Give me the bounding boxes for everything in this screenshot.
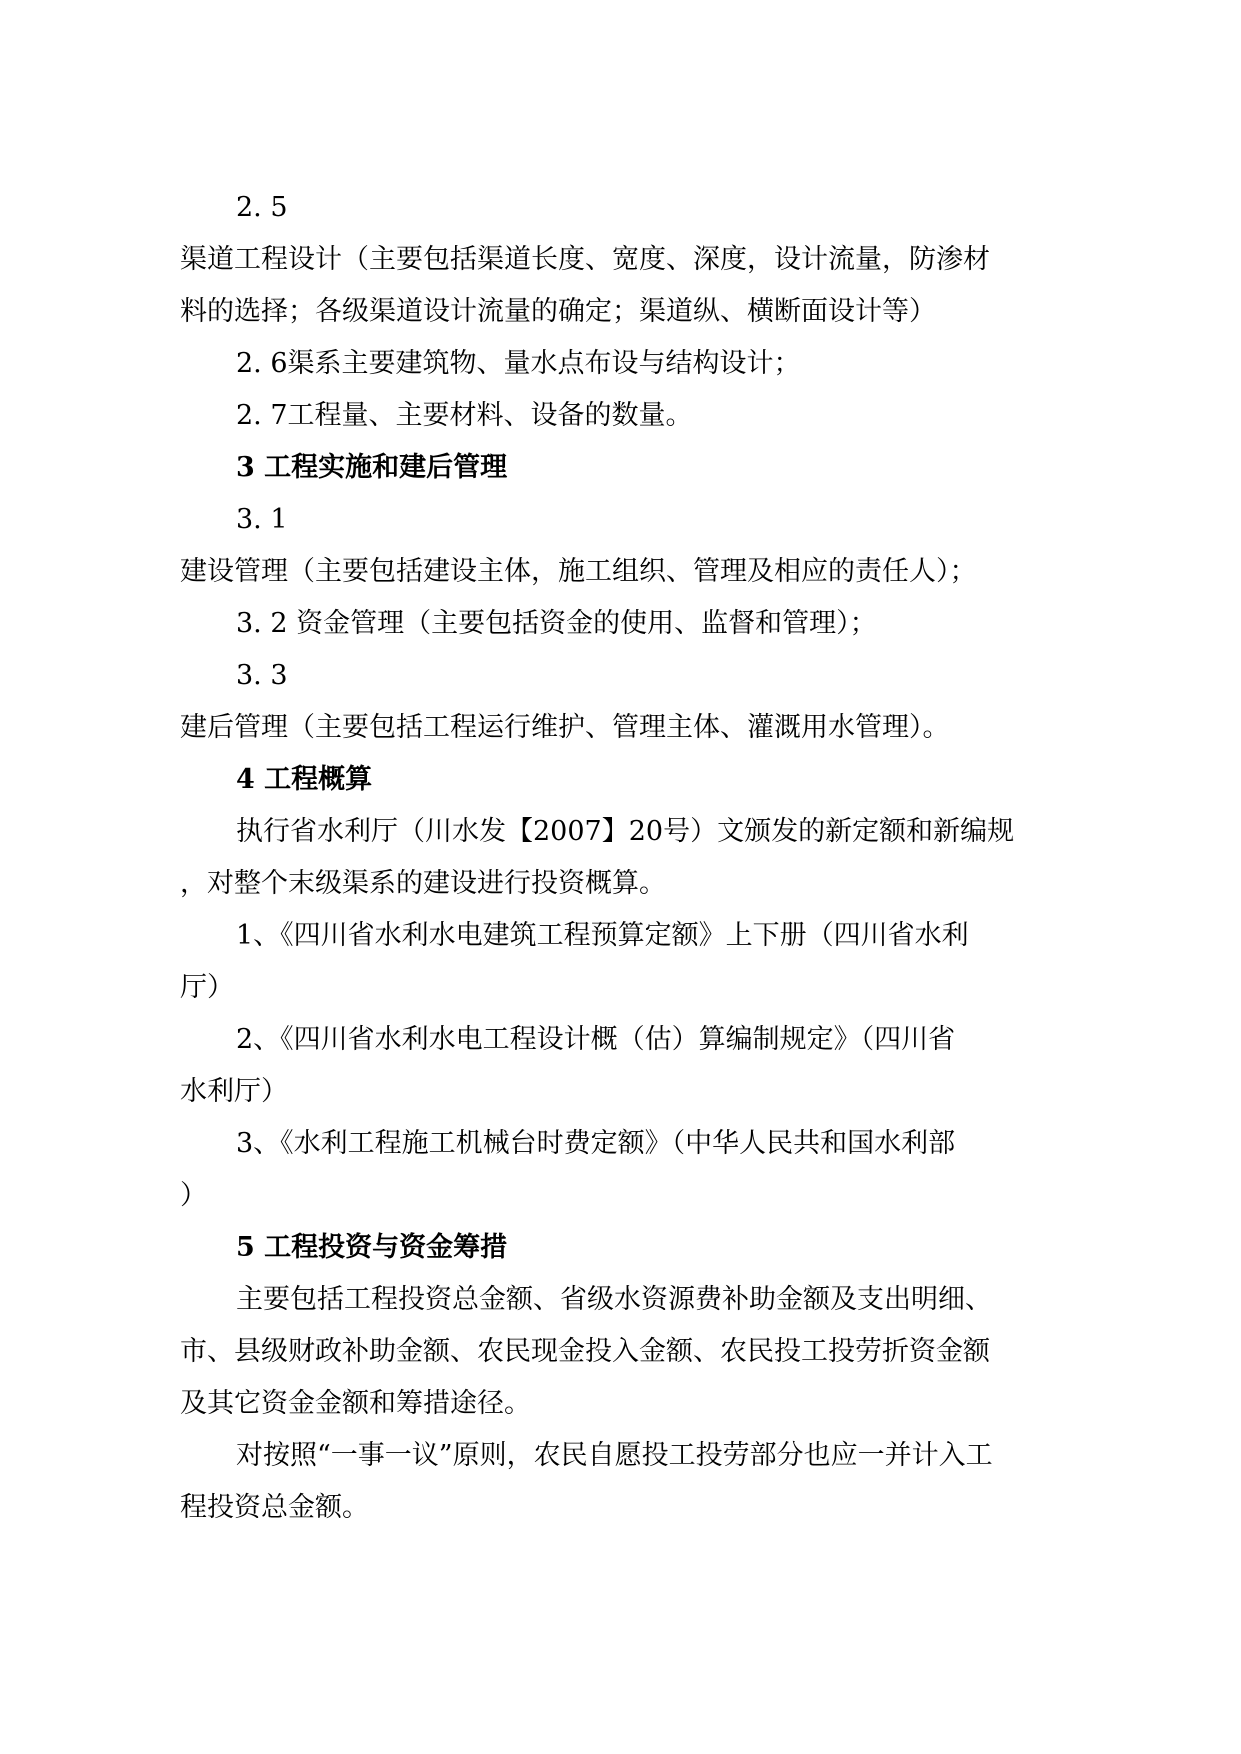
section-4-para-line-2: ，对整个末级渠系的建设进行投资概算。 bbox=[180, 868, 666, 899]
section-2-5-number: 2. 5 bbox=[236, 192, 288, 223]
section-2-7: 2. 7工程量、主要材料、设备的数量。 bbox=[236, 400, 693, 431]
reference-3-line-1: 3、《水利工程施工机械台时费定额》（中华人民共和国水利部 bbox=[236, 1128, 956, 1159]
section-4-para-line-1: 执行省水利厅（川水发【2007】20号）文颁发的新定额和新编规 bbox=[236, 816, 1015, 847]
section-5-para-1-line-3: 及其它资金金额和筹措途径。 bbox=[180, 1388, 531, 1419]
section-5-para-2-line-1: 对按照“一事一议”原则，农民自愿投工投劳部分也应一并计入工 bbox=[236, 1440, 993, 1471]
reference-1-line-1: 1、《四川省水利水电建筑工程预算定额》上下册（四川省水利 bbox=[236, 920, 969, 951]
section-3-3-text: 建后管理（主要包括工程运行维护、管理主体、灌溉用水管理）。 bbox=[180, 712, 950, 743]
reference-2-line-2: 水利厅） bbox=[180, 1076, 288, 1107]
heading-5: 5 工程投资与资金筹措 bbox=[236, 1232, 508, 1263]
section-2-5-line-1: 渠道工程设计（主要包括渠道长度、宽度、深度，设计流量，防渗材 bbox=[180, 244, 990, 275]
reference-1-line-2: 厅） bbox=[180, 972, 234, 1003]
section-3-1-number: 3. 1 bbox=[236, 504, 288, 535]
heading-3: 3 工程实施和建后管理 bbox=[236, 452, 508, 483]
section-5-para-1-line-2: 市、县级财政补助金额、农民现金投入金额、农民投工投劳折资金额 bbox=[180, 1336, 990, 1367]
section-2-6: 2. 6渠系主要建筑物、量水点布设与结构设计； bbox=[236, 348, 801, 379]
reference-2-line-1: 2、《四川省水利水电工程设计概（估）算编制规定》（四川省 bbox=[236, 1024, 956, 1055]
section-3-3-number: 3. 3 bbox=[236, 660, 288, 691]
heading-4: 4 工程概算 bbox=[236, 764, 373, 795]
section-5-para-1-line-1: 主要包括工程投资总金额、省级水资源费补助金额及支出明细、 bbox=[236, 1284, 992, 1315]
section-5-para-2-line-2: 程投资总金额。 bbox=[180, 1492, 369, 1523]
section-3-2: 3. 2 资金管理（主要包括资金的使用、监督和管理）； bbox=[236, 608, 877, 639]
reference-3-line-2: ） bbox=[180, 1180, 207, 1211]
section-2-5-line-2: 料的选择；各级渠道设计流量的确定；渠道纵、横断面设计等） bbox=[180, 296, 936, 327]
section-3-1-text: 建设管理（主要包括建设主体，施工组织、管理及相应的责任人）； bbox=[180, 556, 977, 587]
